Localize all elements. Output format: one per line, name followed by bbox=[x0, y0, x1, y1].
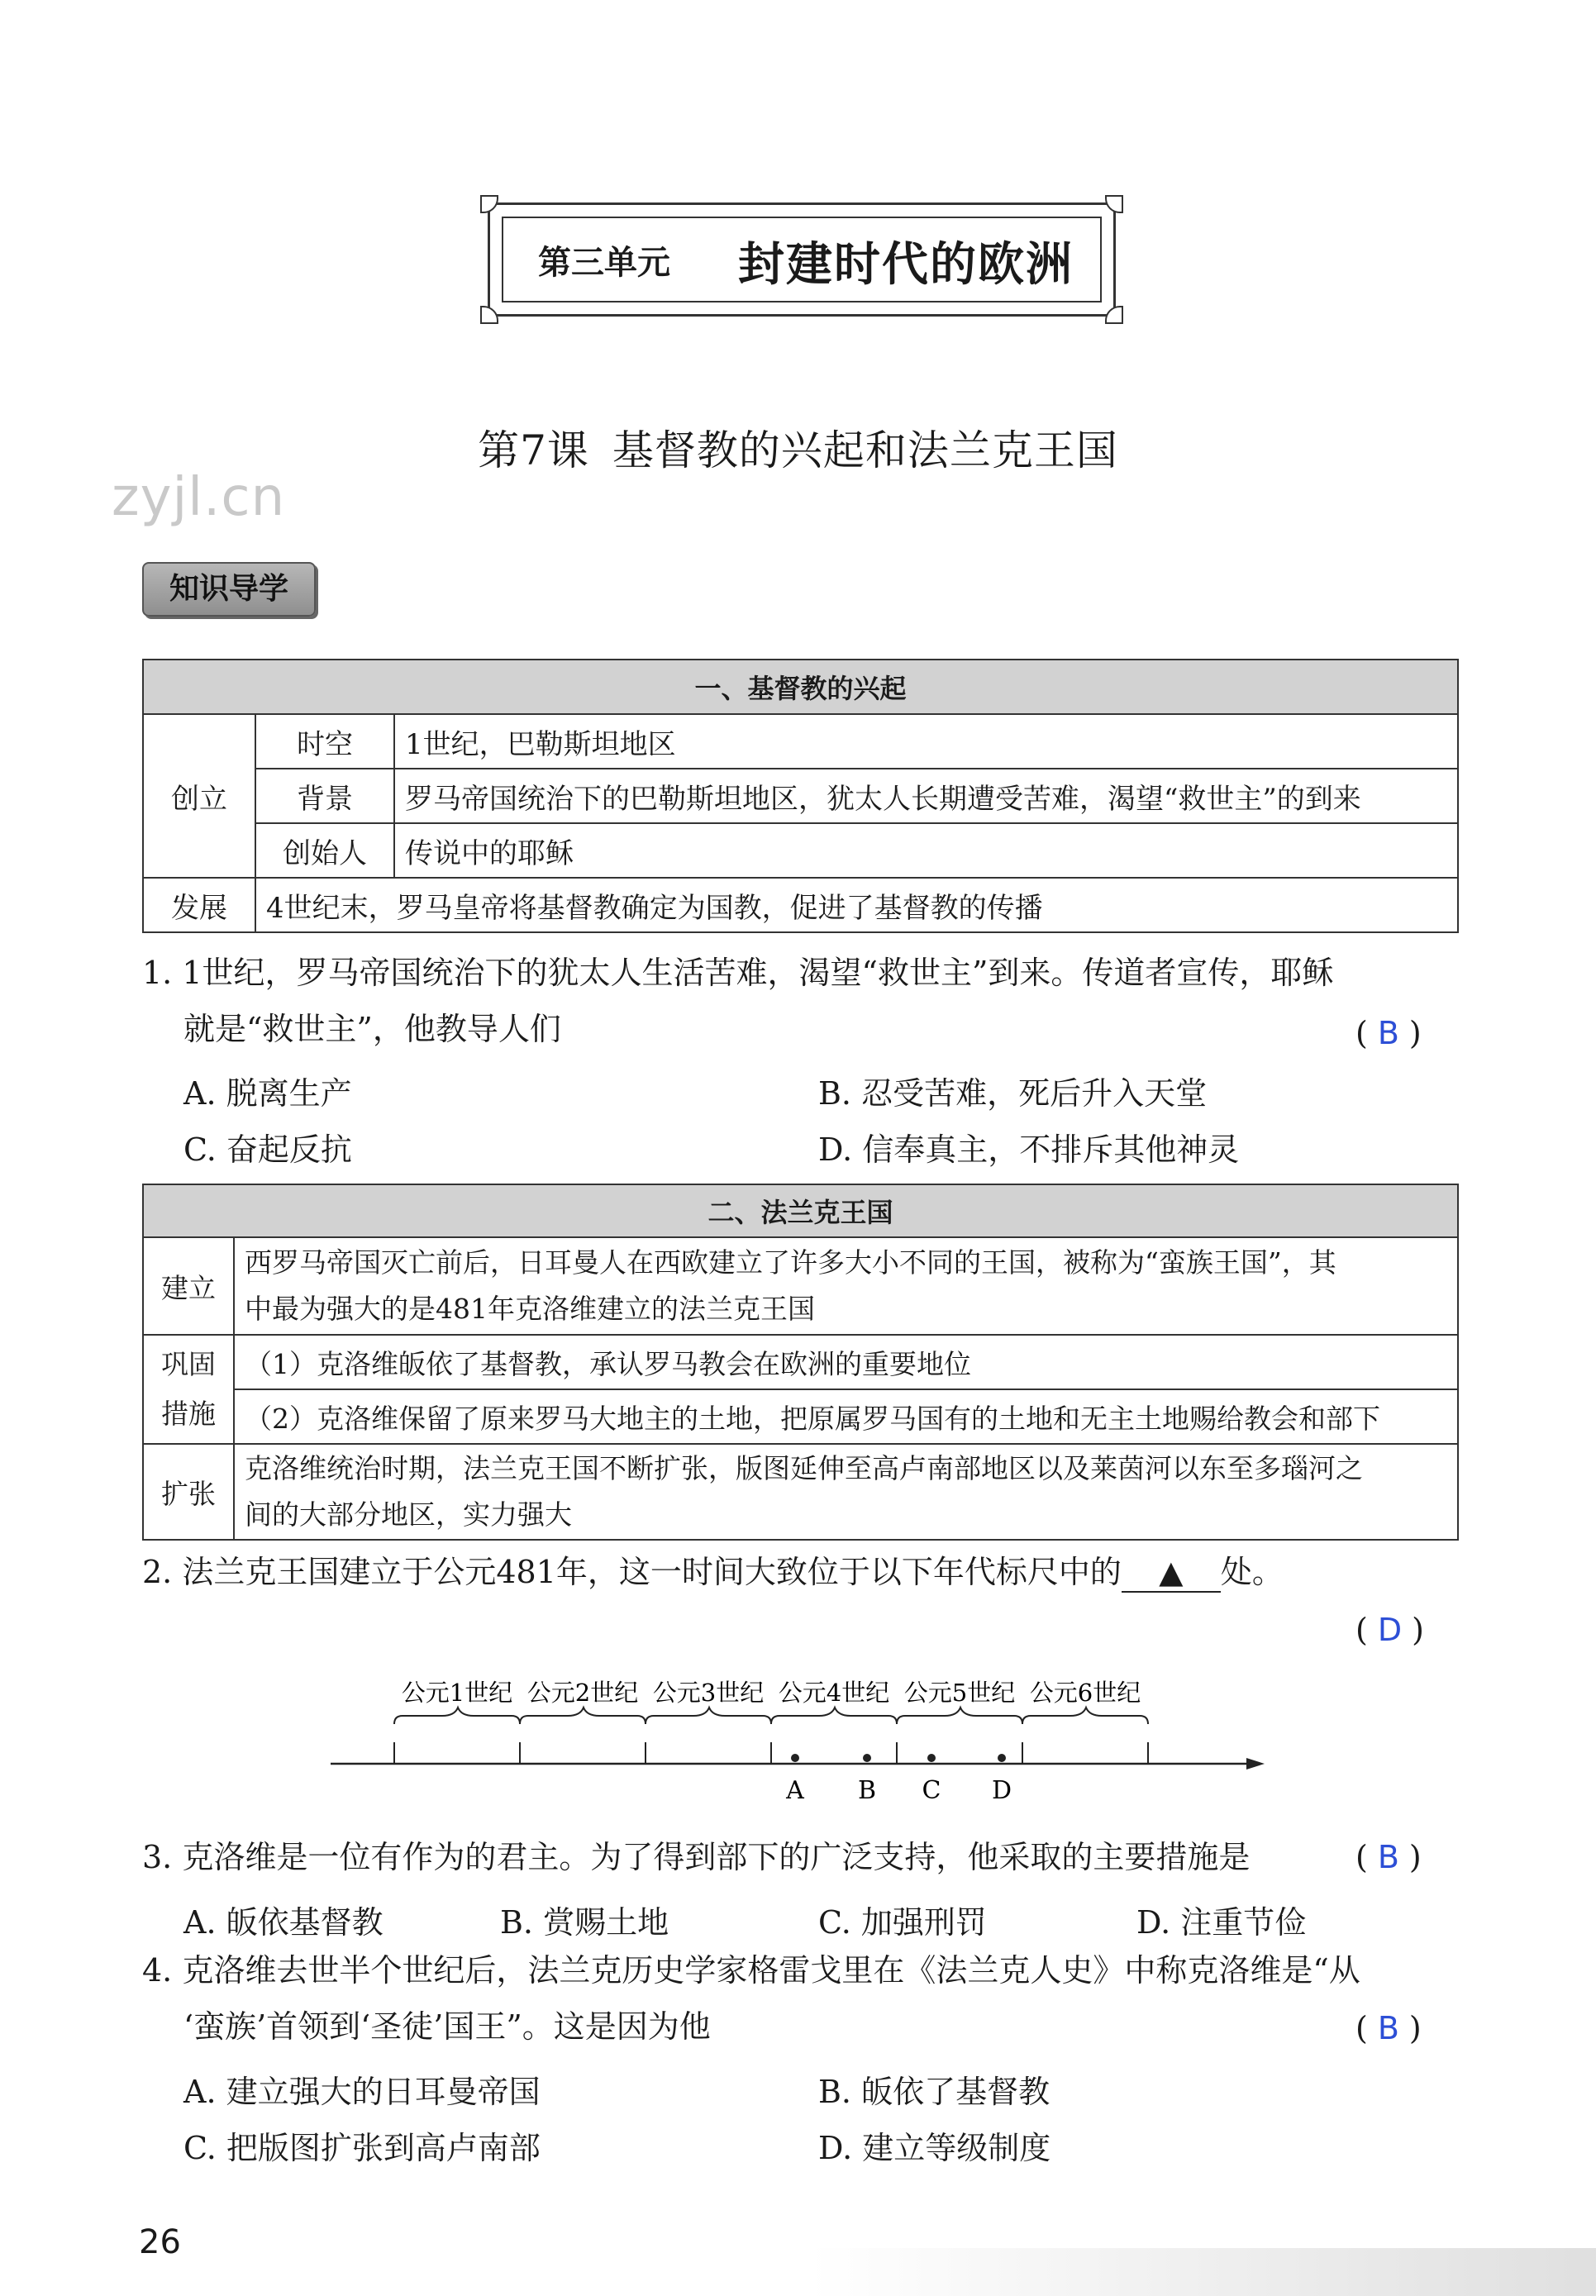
century-label: 公元6世纪 bbox=[1029, 1679, 1141, 1707]
blank-triangle: ▲ bbox=[1159, 1554, 1184, 1590]
century-label: 公元1世纪 bbox=[401, 1679, 513, 1707]
row-label: 背景 bbox=[255, 769, 394, 823]
knowledge-table-frankish-kingdom bbox=[142, 1184, 1459, 1541]
timeline-point-b bbox=[863, 1754, 871, 1762]
century-label: 公元3世纪 bbox=[652, 1679, 765, 1707]
unit-label: 第三单元 bbox=[538, 243, 670, 282]
row-text: 中最为强大的是481年克洛维建立的法兰克王国 bbox=[245, 1293, 815, 1325]
row-label: 扩张 bbox=[143, 1444, 234, 1540]
row-label-development: 发展 bbox=[143, 878, 255, 932]
option: A. 建立强大的日耳曼帝国 bbox=[183, 2074, 541, 2110]
option: C. 奋起反抗 bbox=[183, 1131, 352, 1168]
question-1 bbox=[142, 945, 1333, 1057]
timeline-point-a bbox=[791, 1754, 799, 1762]
point-label: B bbox=[857, 1776, 877, 1805]
question-text: 处。 bbox=[1220, 1554, 1284, 1590]
option: B. 忍受苦难，死后升入天堂 bbox=[818, 1075, 1208, 1112]
timeline-arrow bbox=[1246, 1758, 1265, 1770]
answer-bracket: ( B ) bbox=[1355, 1015, 1422, 1051]
row-text: 罗马帝国统治下的巴勒斯坦地区，犹太人长期遭受苦难，渴望“救世主”的到来 bbox=[394, 769, 1458, 823]
option: D. 信奉真主，不排斥其他神灵 bbox=[818, 1131, 1240, 1168]
lesson-name: 基督教的兴起和法兰克王国 bbox=[612, 426, 1118, 474]
question-text: 4. 克洛维去世半个世纪后，法兰克历史学家格雷戈里在《法兰克人史》中称克洛维是“从 bbox=[142, 1952, 1360, 1989]
unit-title-frame bbox=[488, 202, 1116, 317]
timeline-ruler bbox=[322, 1678, 1281, 1810]
option: A. 皈依基督教 bbox=[183, 1904, 384, 1941]
row-text: （2）克洛维保留了原来罗马大地主的土地，把原属罗马国有的土地和无主土地赐给教会和部下 bbox=[234, 1389, 1458, 1444]
question-text: ‘蛮族’首领到‘圣徒’国王”。这是因为他 bbox=[183, 2008, 711, 2045]
question-4 bbox=[142, 1942, 1360, 2055]
point-label: A bbox=[786, 1776, 804, 1805]
century-label: 公元2世纪 bbox=[526, 1679, 639, 1707]
answer-bracket: ( D ) bbox=[1355, 1612, 1424, 1648]
option: D. 建立等级制度 bbox=[818, 2130, 1051, 2166]
row-text: 传说中的耶稣 bbox=[394, 823, 1458, 878]
timeline-point-d bbox=[998, 1754, 1006, 1762]
point-label: C bbox=[922, 1776, 941, 1805]
knowledge-table-christianity bbox=[142, 659, 1459, 933]
lesson-number: 第7课 bbox=[478, 426, 589, 474]
row-label: 时空 bbox=[255, 714, 394, 769]
point-label: D bbox=[991, 1776, 1012, 1805]
row-text: 间的大部分地区，实力强大 bbox=[245, 1498, 572, 1531]
timeline-point-c bbox=[927, 1754, 936, 1762]
answer-bracket: ( B ) bbox=[1355, 2010, 1422, 2046]
option: C. 把版图扩张到高卢南部 bbox=[183, 2130, 541, 2166]
option: A. 脱离生产 bbox=[183, 1075, 352, 1112]
page-edge-shadow bbox=[810, 2248, 1596, 2296]
answer-bracket: ( B ) bbox=[1355, 1839, 1422, 1875]
section-badge: 知识导学 bbox=[142, 562, 316, 617]
page-number: 26 bbox=[139, 2223, 181, 2261]
question-text: 1. 1世纪，罗马帝国统治下的犹太人生活苦难，渴望“救世主”到来。传道者宣传，耶稣 bbox=[142, 955, 1334, 991]
option: B. 皈依了基督教 bbox=[818, 2074, 1051, 2110]
question-text: 3. 克洛维是一位有作为的君主。为了得到部下的广泛支持，他采取的主要措施是 bbox=[142, 1839, 1251, 1875]
question-3 bbox=[142, 1829, 1250, 1885]
question-text: 2. 法兰克王国建立于公元481年，这一时间大致位于以下年代标尺中的 bbox=[142, 1554, 1122, 1590]
option: C. 加强刑罚 bbox=[818, 1904, 987, 1941]
century-brackets bbox=[394, 1708, 1148, 1724]
row-text: 1世纪，巴勒斯坦地区 bbox=[394, 714, 1458, 769]
answer-blank bbox=[1122, 1553, 1221, 1593]
unit-name: 封建时代的欧洲 bbox=[738, 237, 1074, 292]
table-heading: 一、基督教的兴起 bbox=[143, 660, 1458, 714]
answer-value: B bbox=[1377, 1015, 1399, 1051]
question-text: 就是“救世主”，他教导人们 bbox=[183, 1011, 561, 1047]
century-label: 公元4世纪 bbox=[778, 1679, 890, 1707]
row-text: 西罗马帝国灭亡前后，日耳曼人在西欧建立了许多大小不同的王国，被称为“蛮族王国”，其 bbox=[245, 1246, 1336, 1279]
answer-value: B bbox=[1377, 1839, 1399, 1875]
row-label-founding: 创立 bbox=[143, 714, 255, 878]
row-label: 创始人 bbox=[255, 823, 394, 878]
answer-value: B bbox=[1377, 2010, 1399, 2046]
row-text: 克洛维统治时期，法兰克王国不断扩张，版图延伸至高卢南部地区以及莱茵河以东至多瑙河之 bbox=[245, 1452, 1363, 1484]
option: D. 注重节俭 bbox=[1136, 1904, 1307, 1941]
century-ticks bbox=[394, 1742, 1148, 1764]
century-label: 公元5世纪 bbox=[903, 1679, 1016, 1707]
answer-value: D bbox=[1377, 1612, 1403, 1648]
row-label: 建立 bbox=[143, 1237, 234, 1335]
row-text: 4世纪末，罗马皇帝将基督教确定为国教，促进了基督教的传播 bbox=[255, 878, 1458, 932]
question-2 bbox=[142, 1544, 1284, 1600]
watermark: zyjl.cn bbox=[112, 467, 286, 528]
row-label: 巩固措施 bbox=[143, 1335, 234, 1444]
row-text: （1）克洛维皈依了基督教，承认罗马教会在欧洲的重要地位 bbox=[234, 1335, 1458, 1389]
option: B. 赏赐土地 bbox=[500, 1904, 669, 1941]
table-heading: 二、法兰克王国 bbox=[143, 1184, 1458, 1237]
